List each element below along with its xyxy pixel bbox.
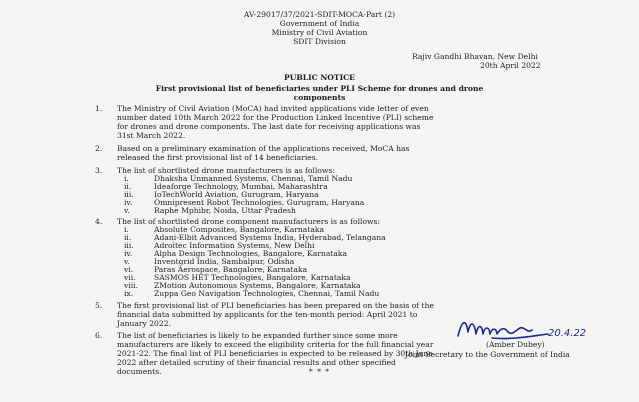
list-item: Raphe Mphibr, Noida, Uttar Pradesh <box>154 206 296 215</box>
signatory-name: (Amber Dubey) <box>486 340 545 349</box>
para-4-intro: The list of shortlisted drone component manufacturers is as follows: <box>117 217 381 226</box>
list-item-number: ii. <box>124 233 132 242</box>
para-1-line: 31st March 2022. <box>117 131 186 140</box>
list-item: Absolute Composites, Bangalore, Karnataka <box>154 225 324 234</box>
list-item: ZMotion Autonomous Systems, Bangalore, Karnataka <box>154 281 361 290</box>
list-item-number: iii. <box>124 190 134 199</box>
para-6-line: 2021-22. The final list of PLI beneficiaries is expected to be released by 30th June <box>117 349 433 358</box>
list-item: Zuppa Geo Navigation Technologies, Chennai, Tamil Nadu <box>154 289 380 298</box>
para-6-line: 2022 after detailed scrutiny of their financial results and other specified <box>117 358 396 367</box>
notice-subtitle-line-2: components <box>293 93 346 102</box>
list-item-number: vii. <box>124 273 136 282</box>
list-item: Adani-Elbit Advanced Systems India, Hyderabad, Telangana <box>154 233 386 242</box>
para-3-intro: The list of shortlisted drone manufacturers is as follows: <box>117 166 335 175</box>
para-5-number: 5. <box>95 301 103 310</box>
list-item-number: viii. <box>124 281 138 290</box>
list-item: Paras Aerospace, Bangalore, Karnataka <box>154 265 308 274</box>
list-item: Ideaforge Technology, Mumbai, Maharashtra <box>154 182 328 191</box>
list-item-number: vi. <box>124 265 134 274</box>
para-1-line: number dated 10th March 2022 for the Production Linked Incentive (PLI) scheme <box>117 113 434 122</box>
ministry-line: Ministry of Civil Aviation <box>271 28 368 37</box>
para-1-line: for drones and drone components. The last date for receiving applications was <box>117 122 421 131</box>
list-item: Omnipresent Robot Technologies, Gurugram, Haryana <box>154 198 365 207</box>
date-line: 20th April 2022 <box>480 61 541 70</box>
para-2-number: 2. <box>95 144 103 153</box>
list-item-number: ix. <box>124 289 134 298</box>
para-6-line: manufacturers are likely to exceed the eligibility criteria for the full financial year <box>117 340 434 349</box>
list-item: Alpha Design Technologies, Bangalore, Karnataka <box>154 249 348 258</box>
list-item: Adroitec Information Systems, New Delhi <box>154 241 315 250</box>
list-item-number: v. <box>124 206 130 215</box>
list-item: Dhaksha Unmanned Systems, Chennai, Tamil Nadu <box>154 174 353 183</box>
signature-date: 20.4.22 <box>548 328 587 339</box>
place-line: Rajiv Gandhi Bhavan, New Delhi <box>412 52 538 61</box>
reference-number: AV-29017/37/2021-SDIT-MOCA-Part (2) <box>243 10 396 19</box>
para-2-line: Based on a preliminary examination of the applications received, MoCA has <box>117 144 410 153</box>
list-item-number: iii. <box>124 241 134 250</box>
end-marker: * * * <box>308 367 331 376</box>
para-5-line: financial data submitted by applicants for the ten-month period: April 2021 to <box>117 310 418 319</box>
list-item-number: iv. <box>124 249 133 258</box>
list-item: IoTechWorld Aviation, Gurugram, Haryana <box>154 190 319 199</box>
signatory-designation: Joint Secretary to the Government of India <box>405 350 570 359</box>
notice-subtitle-line-1: First provisional list of beneficiaries under PLI Scheme for drones and drone <box>155 84 484 93</box>
list-item-number: i. <box>124 174 129 183</box>
list-item: Inventgrid India, Sambalpur, Odisha <box>154 257 295 266</box>
para-1-line: The Ministry of Civil Aviation (MoCA) had invited applications vide letter of even <box>117 104 429 113</box>
list-item-number: iv. <box>124 198 133 207</box>
para-6-number: 6. <box>95 331 103 340</box>
para-6-line: The list of beneficiaries is likely to be expanded further since some more <box>117 331 398 340</box>
para-1-number: 1. <box>95 104 103 113</box>
notice-title: PUBLIC NOTICE <box>284 73 355 82</box>
para-3-number: 3. <box>95 166 103 175</box>
division-line: SDIT Division <box>293 37 346 46</box>
para-6-line: documents. <box>117 367 162 376</box>
list-item-number: v. <box>124 257 130 266</box>
list-item-number: i. <box>124 225 129 234</box>
para-2-line: released the first provisional list of 14 beneficiaries. <box>117 153 319 162</box>
list-item-number: ii. <box>124 182 132 191</box>
para-5-line: The first provisional list of PLI beneficiaries has been prepared on the basis of the <box>117 301 434 310</box>
list-item: SASMOS HET Technologies, Bangalore, Karnataka <box>154 273 351 282</box>
para-4-number: 4. <box>95 217 103 226</box>
government-line: Government of India <box>279 19 360 28</box>
para-5-line: January 2022. <box>117 319 171 328</box>
